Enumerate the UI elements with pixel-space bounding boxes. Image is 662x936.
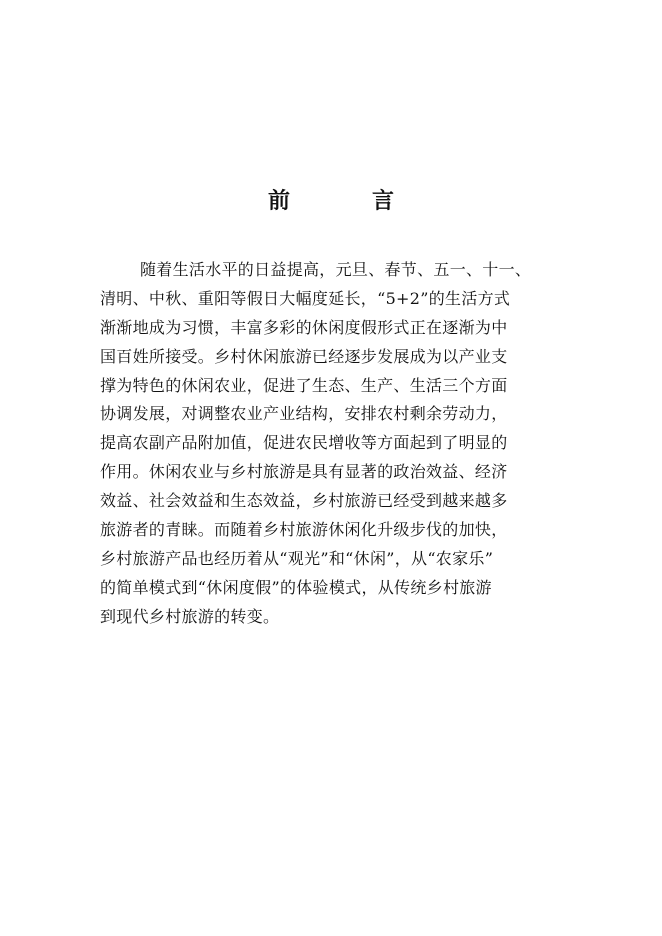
paragraph-line: 渐渐地成为习惯，丰富多彩的休闲度假形式正在逐渐为中 (100, 317, 508, 337)
page-title: 前 言 (267, 188, 424, 214)
paragraph-line: 作用。休闲农业与乡村旅游是具有显著的政治效益、经济 (100, 462, 508, 482)
paragraph-line: 到现代乡村旅游的转变。 (100, 606, 280, 626)
preface-paragraph (100, 256, 570, 632)
paragraph-line: 协调发展，对调整农业产业结构，安排农村剩余劳动力， (100, 404, 508, 424)
paragraph-line: 的简单模式到“休闲度假”的体验模式，从传统乡村旅游 (100, 577, 492, 597)
paragraph-line: 清明、中秋、重阳等假日大幅度延长，“5+2”的生活方式 (100, 288, 511, 308)
paragraph-line: 撑为特色的休闲农业，促进了生态、生产、生活三个方面 (100, 375, 508, 395)
paragraph-line: 提高农副产品附加值，促进农民增收等方面起到了明显的 (100, 433, 508, 453)
paragraph-line: 旅游者的青睐。而随着乡村旅游休闲化升级步伐的加快， (100, 520, 508, 540)
paragraph-line: 效益、社会效益和生态效益，乡村旅游已经受到越来越多 (100, 491, 508, 511)
paragraph-line: 乡村旅游产品也经历着从“观光”和“休闲”，从“农家乐” (100, 548, 494, 568)
paragraph-line: 国百姓所接受。乡村休闲旅游已经逐步发展成为以产业支 (100, 346, 508, 366)
paragraph-line: 随着生活水平的日益提高，元旦、春节、五一、十一、 (140, 260, 532, 279)
